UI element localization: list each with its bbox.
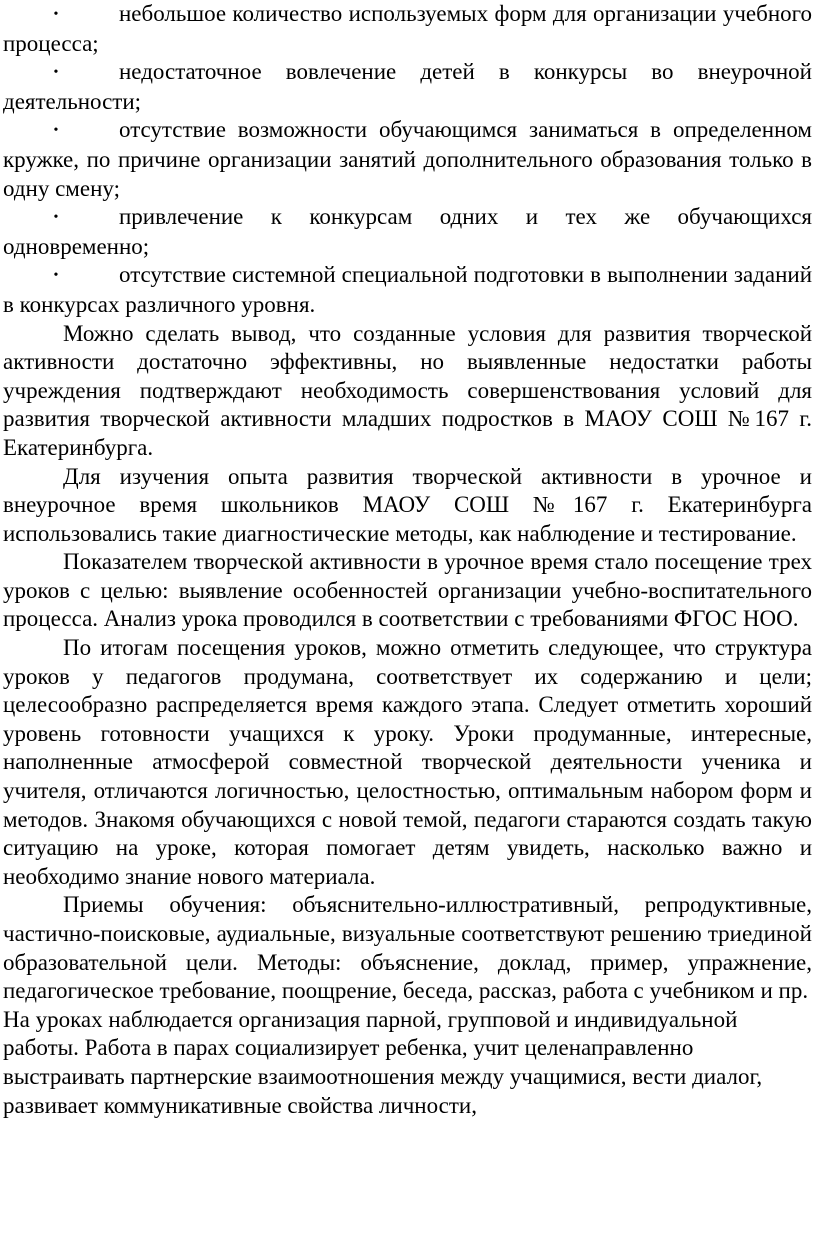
bullet-item-2 xyxy=(3,58,812,116)
paragraph-lesson-results: По итогам посещения уроков, можно отметить следующее, что структура уроков у педагогов продумана, соответствует их содержанию и цели; целесообразно распределяется время каждого этапа. Следует отметить хороший уровень готовности учащихся к уроку. Уроки продуманные, интересные, наполненные атмосферой совместной творческой деятельности ученика и учителя, отличаются логичностью, целостностью, оптимальным набором форм и методов. Знакомя обучающихся с новой темой, педагоги стараются создать такую ситуацию на уроке, которая помогает детям увидеть, насколько важно и необходимо знание нового материала. xyxy=(3,635,812,889)
bullet-text: отсутствие возможности обучающимся заниматься в определенном кружке, по причине организации занятий дополнительного образования только в одну смену; xyxy=(3,117,812,201)
bullet-text: отсутствие системной специальной подготовки в выполнении заданий в конкурсах различного уровня. xyxy=(3,262,812,317)
paragraph-methods: Для изучения опыта развития творческой активности в урочное и внеурочное время школьников МАОУ СОШ №167 г. Екатеринбурга использовались такие диагностические методы, как наблюдение и тестирование. xyxy=(3,463,812,546)
bullet-text: недостаточное вовлечение детей в конкурсы во внеурочной деятельности; xyxy=(3,59,812,114)
bullet-item-4 xyxy=(3,203,812,261)
bullet-text: привлечение к конкурсам одних и тех же обучающихся одновременно; xyxy=(3,204,812,259)
bullet-icon: • xyxy=(53,268,59,284)
bullet-item-5 xyxy=(3,261,812,319)
paragraph-conclusion: Можно сделать вывод, что созданные условия для развития творческой активности достаточно эффективны, но выявленные недостатки работы учреждения подтверждают необходимость совершенствования условий для развития творческой активности младших подростков в МАОУ СОШ №167 г. Екатеринбурга. xyxy=(3,320,812,460)
paragraph-group-work: На уроках наблюдается организация парной, групповой и индивидуальной работы. Работа в парах социализирует ребенка, учит целенаправленно выстраивать партнерские взаимоотношения между учащимися, вести диалог, развивает коммуникативные свойства личности, xyxy=(3,1006,763,1118)
bullet-icon: • xyxy=(53,210,59,226)
paragraph-techniques: Приемы обучения: объяснительно-иллюстративный, репродуктивные, частично-поисковые, аудиальные, визуальные соответствуют решению триединой образовательной цели. Методы: объяснение, доклад, пример, упражнение, педагогическое требование, поощрение, беседа, рассказ, работа с учебником и пр. xyxy=(3,892,812,1004)
bullet-icon: • xyxy=(53,123,59,139)
bullet-icon: • xyxy=(53,65,59,81)
bullet-item-3 xyxy=(3,116,812,203)
paragraph-indicator: Показателем творческой активности в урочное время стало посещение трех уроков с целью: выявление особенностей организации учебно-воспитательного процесса. Анализ урока проводился в соответствии с требованиями ФГОС НОО. xyxy=(3,549,812,632)
bullet-text: небольшое количество используемых форм для организации учебного процесса; xyxy=(3,1,812,56)
bullet-icon: • xyxy=(53,7,59,22)
bullet-item-1 xyxy=(3,0,812,58)
